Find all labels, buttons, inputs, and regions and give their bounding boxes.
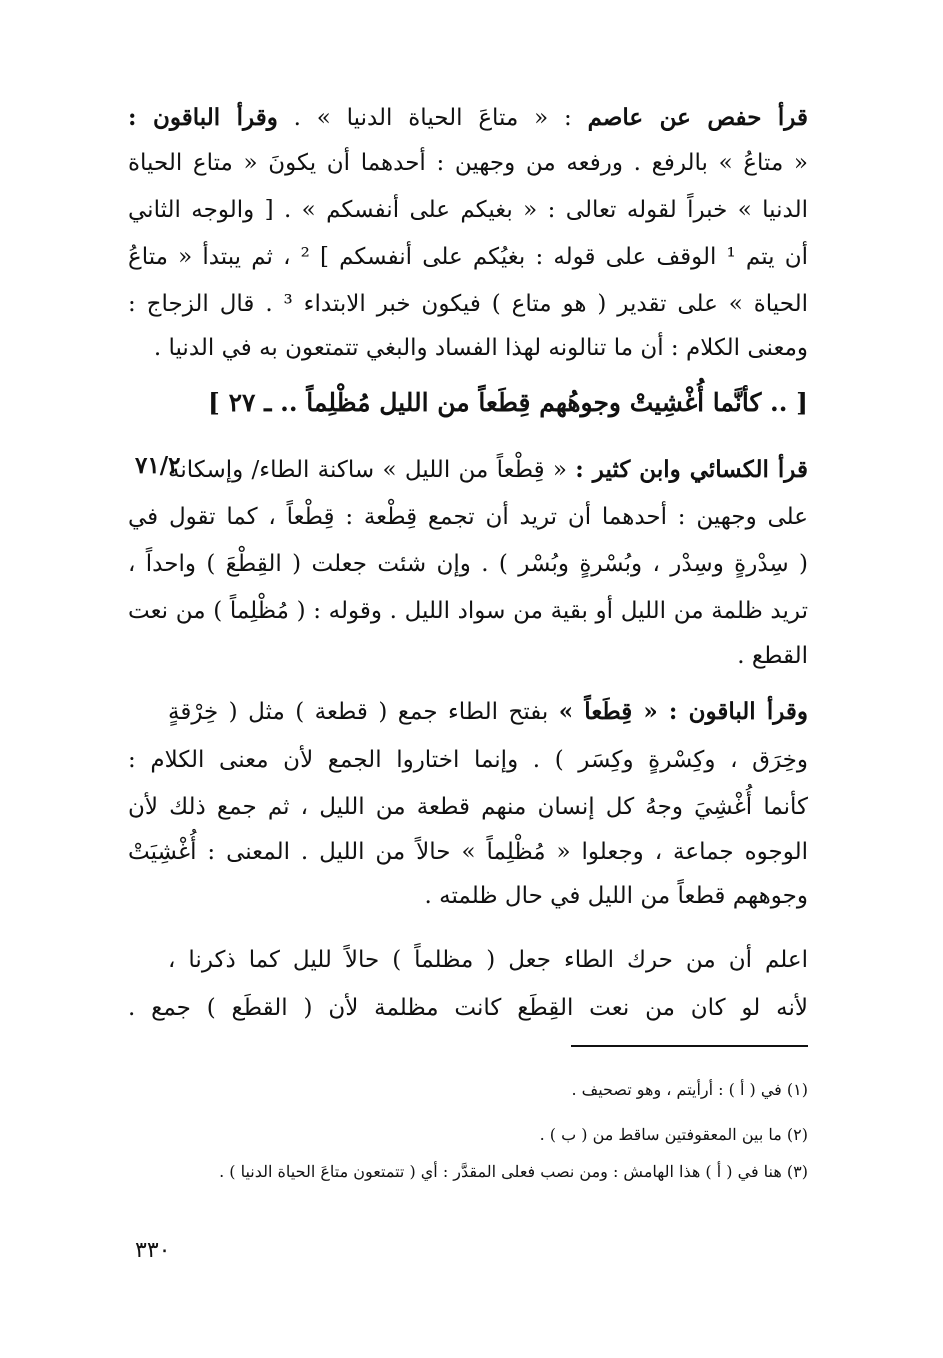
para2-line2: على وجهين : أحدهما أن تريد أن تجمع قِطْعة : قِطْعاً ، كما تقول في bbox=[128, 504, 808, 530]
para3-line4: الوجوه جماعة ، وجعلوا « مُظْلِماً » حالاً من الليل . المعنى : أُغْشِيَتْ bbox=[128, 839, 808, 865]
para1-line6: ومعنى الكلام : أن ما تنالونه لهذا الفساد والبغي تتمتعون به في الدنيا . bbox=[153, 335, 808, 361]
footnote-3: (٣) هنا في ( أ ) هذا الهامش : ومن نصب فعلى المقدَّر : أي ( تتمتعون متاعَ الحياة الدنيا ) . bbox=[219, 1162, 808, 1181]
para1-line4: أن يتم ¹ الوقف على قوله : بغيُكم على أنفسكم ] ² ، ثم يبتدأ « متاعُ bbox=[128, 244, 808, 270]
para2-line3: ( سِدْرةٍ وسِدْر ، وبُسْرةٍ وبُسْر ) . وإن شئت جعلت ( القِطْعَ ) واحداً ، bbox=[128, 551, 808, 577]
footnote-2: (٢) ما بين المعقوفتين ساقط من ( ب ) . bbox=[539, 1125, 808, 1144]
page-number: ٣٣٠ bbox=[135, 1238, 171, 1263]
para3-line1-text: بفتح الطاء جمع ( قطعة ) مثل ( خِرْقةٍ bbox=[168, 699, 549, 725]
para1-reader-bold-2: وقرأ الباقون : bbox=[128, 104, 278, 131]
quran-verse: [ .. كأنَّما أُغْشِيتْ وجوهُهم قِطَعاً من الليل مُظْلِماً .. ـ ٢٧ ] bbox=[208, 388, 808, 417]
para2-line5: القطع . bbox=[737, 643, 808, 669]
para2-reader-bold: قرأ الكسائي وابن كثير : bbox=[575, 456, 808, 483]
para1-line1-text: : « متاعَ الحياة الدنيا » . bbox=[293, 105, 572, 131]
para1-line3: الدنيا » خبراً لقوله تعالى : « بغيكم على أنفسكم » . [ والوجه الثاني bbox=[128, 197, 808, 223]
para2-line4: تريد ظلمة من الليل أو بقية من سواد الليل . وقوله : ( مُظْلِماً ) من نعت bbox=[128, 598, 808, 624]
footnote-1: (١) في ( أ ) : أرأيتم ، وهو تصحيف . bbox=[571, 1080, 808, 1099]
margin-reference: ٧١/٢ bbox=[135, 452, 181, 479]
para2-line1 bbox=[168, 450, 808, 490]
para1-line1 bbox=[128, 98, 808, 138]
para4-line1: اعلم أن من حرك الطاء جعل ( مظلماً ) حالاً لليل كما ذكرنا ، bbox=[168, 947, 808, 973]
para3-line3: كأنما أُغْشِيَ وجهُ كل إنسان منهم قطعة من الليل ، ثم جمع ذلك لأن bbox=[128, 794, 808, 820]
para4-line2: لأنه لو كان من نعت القِطَع كانت مظلمة لأن ( القطَع ) جمع . bbox=[128, 995, 808, 1021]
para1-line2: « متاعُ » بالرفع . ورفعه من وجهين : أحدهما أن يكونَ « متاع الحياة bbox=[128, 150, 808, 176]
para3-line2: وخِرَق ، وكِسْرةٍ وكِسَر ) . وإنما اختاروا الجمع لأن معنى الكلام : bbox=[128, 747, 808, 773]
para1-reader-bold: قرأ حفص عن عاصم bbox=[587, 104, 808, 131]
para3-line1 bbox=[168, 692, 808, 732]
footnote-divider bbox=[571, 1045, 808, 1047]
para3-line5: وجوههم قطعاً من الليل في حال ظلمته . bbox=[424, 883, 808, 909]
para3-reader-bold: وقرأ الباقون : « قِطَعاً » bbox=[558, 698, 808, 725]
para2-line1-text: « قِطْعاً من الليل » ساكنة الطاء/ وإسكانه bbox=[168, 457, 567, 483]
para1-line5: الحياة » على تقدير ( هو متاع ) فيكون خبر الابتداء ³ . قال الزجاج : bbox=[128, 291, 808, 317]
